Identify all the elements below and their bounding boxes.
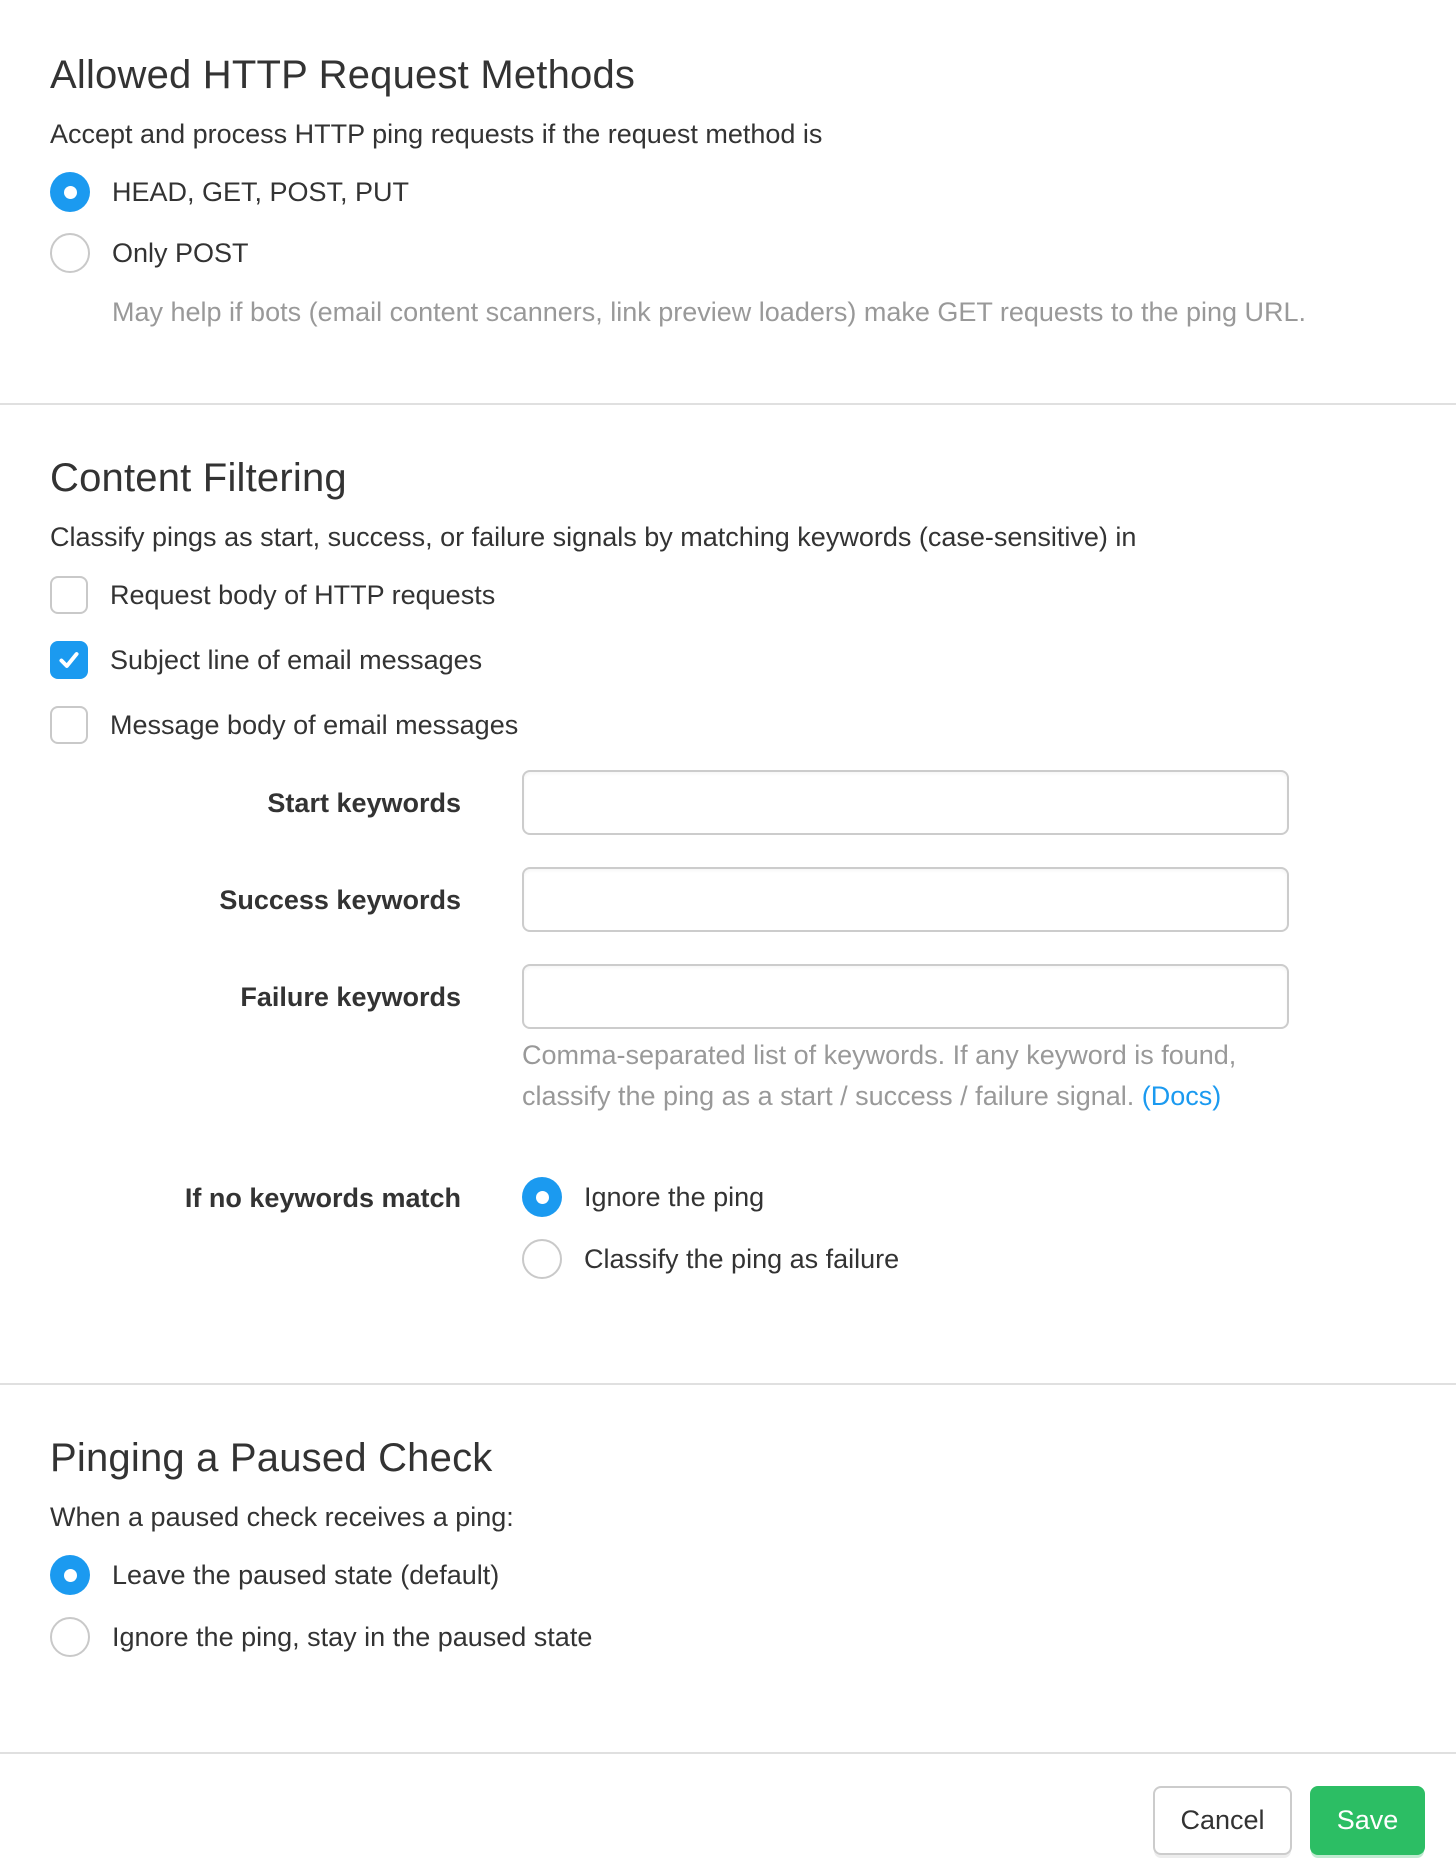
radio-option-label[interactable]: Ignore the ping bbox=[584, 1182, 765, 1212]
form-group-start-keywords bbox=[50, 770, 1406, 835]
checkbox-row-email-body bbox=[50, 705, 1406, 745]
radio-option-label[interactable]: Leave the paused state (default) bbox=[112, 1560, 500, 1590]
success-keywords-label: Success keywords bbox=[219, 884, 461, 915]
checkmark-icon bbox=[56, 647, 82, 673]
content-filtering-description: Classify pings as start, success, or failure signals by matching keywords (case-sensitive) in bbox=[50, 522, 1137, 552]
radio-option-label[interactable]: Classify the ping as failure bbox=[584, 1244, 900, 1274]
no-keywords-match-label: If no keywords match bbox=[184, 1183, 461, 1213]
keywords-help-text bbox=[522, 1035, 1289, 1117]
radio-button-unchecked-icon[interactable] bbox=[50, 233, 90, 273]
radio-button-unchecked-icon[interactable] bbox=[50, 1617, 90, 1657]
form-group-success-keywords bbox=[50, 867, 1406, 932]
cancel-button[interactable]: Cancel bbox=[1153, 1786, 1292, 1855]
no-match-option-ignore bbox=[522, 1177, 899, 1217]
section-allowed-methods bbox=[0, 0, 1456, 403]
checkbox-row-email-subject bbox=[50, 640, 1406, 680]
radio-option-label[interactable]: Only POST bbox=[112, 238, 249, 268]
checkbox-option-label[interactable]: Request body of HTTP requests bbox=[110, 580, 496, 610]
allowed-methods-description: Accept and process HTTP ping requests if the request method is bbox=[50, 119, 823, 149]
radio-option-label[interactable]: HEAD, GET, POST, PUT bbox=[112, 177, 410, 207]
paused-check-description: When a paused check receives a ping: bbox=[50, 1502, 514, 1532]
docs-link[interactable]: (Docs) bbox=[1141, 1081, 1222, 1111]
checkbox-unchecked-icon[interactable] bbox=[50, 576, 88, 614]
section-title-allowed-methods: Allowed HTTP Request Methods bbox=[50, 53, 636, 97]
checkbox-option-label[interactable]: Subject line of email messages bbox=[110, 645, 483, 675]
save-button[interactable]: Save bbox=[1310, 1786, 1425, 1855]
no-keywords-match-options bbox=[522, 1177, 899, 1279]
checkbox-unchecked-icon[interactable] bbox=[50, 706, 88, 744]
section-title-paused-check: Pinging a Paused Check bbox=[50, 1436, 493, 1480]
method-option-only-post bbox=[50, 233, 1406, 273]
only-post-help-text: May help if bots (email content scanners, link preview loaders) make GET requests to the ping URL. bbox=[112, 297, 1307, 327]
radio-option-label[interactable]: Ignore the ping, stay in the paused state bbox=[112, 1622, 593, 1652]
checkbox-row-request-body bbox=[50, 575, 1406, 615]
section-title-content-filtering: Content Filtering bbox=[50, 456, 347, 500]
failure-keywords-label: Failure keywords bbox=[240, 981, 461, 1012]
radio-button-checked-icon[interactable] bbox=[50, 1555, 90, 1595]
success-keywords-input[interactable] bbox=[522, 867, 1289, 932]
checkbox-option-label[interactable]: Message body of email messages bbox=[110, 710, 519, 740]
form-group-failure-keywords bbox=[50, 964, 1406, 1029]
section-paused-check bbox=[0, 1385, 1456, 1752]
footer-action-bar bbox=[0, 1754, 1456, 1855]
start-keywords-input[interactable] bbox=[522, 770, 1289, 835]
start-keywords-label: Start keywords bbox=[267, 787, 461, 818]
radio-button-unchecked-icon[interactable] bbox=[522, 1239, 562, 1279]
paused-option-ignore bbox=[50, 1617, 1406, 1657]
keywords-help-text-body: Comma-separated list of keywords. If any keyword is found, classify the ping as a start / success / failure signal. bbox=[522, 1040, 1237, 1111]
failure-keywords-input[interactable] bbox=[522, 964, 1289, 1029]
no-match-option-failure bbox=[522, 1239, 899, 1279]
method-option-head-get-post-put bbox=[50, 172, 1406, 212]
checkbox-checked-icon[interactable] bbox=[50, 641, 88, 679]
radio-button-checked-icon[interactable] bbox=[50, 172, 90, 212]
section-content-filtering bbox=[0, 405, 1456, 1383]
paused-option-leave bbox=[50, 1555, 1406, 1595]
radio-button-checked-icon[interactable] bbox=[522, 1177, 562, 1217]
no-keywords-match-group bbox=[50, 1177, 1406, 1279]
